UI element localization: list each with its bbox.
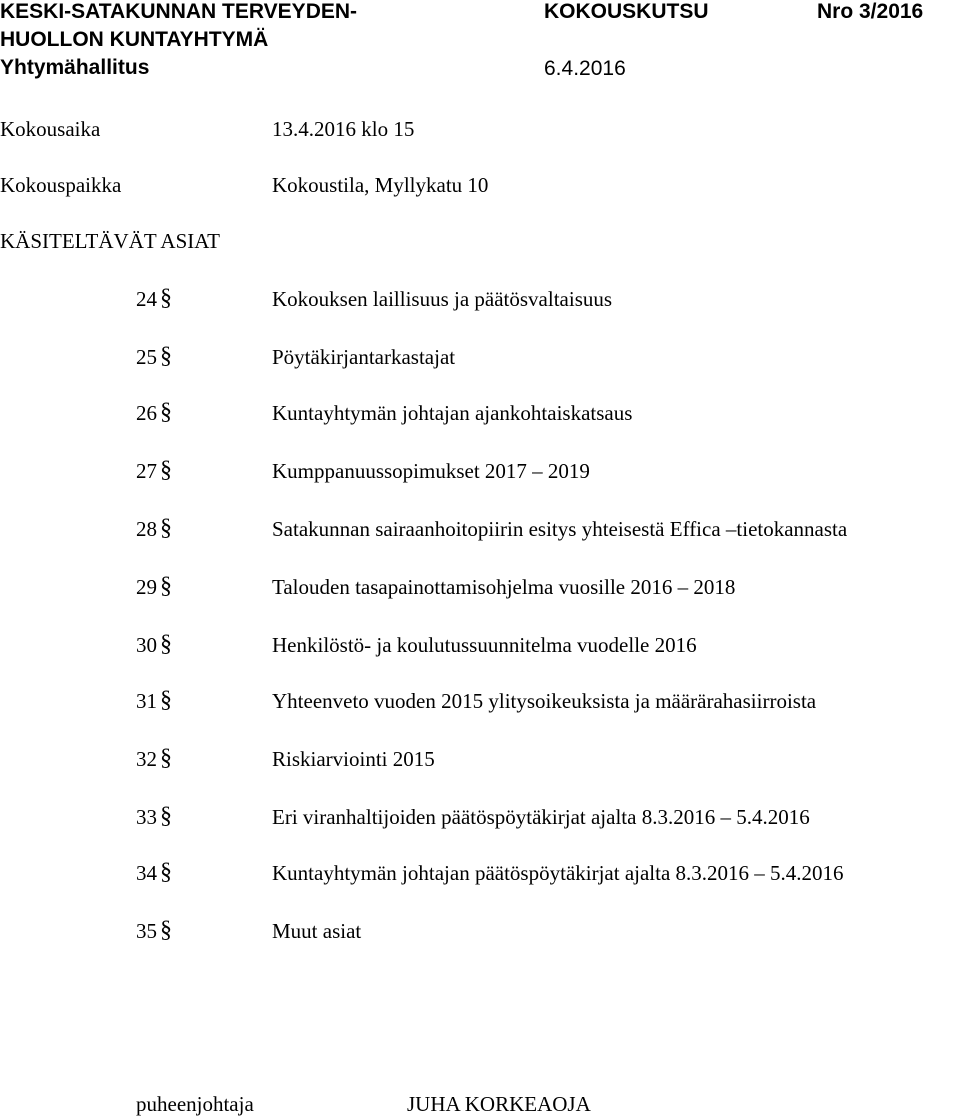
section-sign: § xyxy=(160,631,172,657)
agenda-item-title: Satakunnan sairaanhoitopiirin esitys yhteisestä Effica –tietokannasta xyxy=(272,517,848,541)
agenda-item xyxy=(0,805,960,831)
governing-body-name: Yhtymähallitus xyxy=(0,56,150,79)
agenda-item-number: 32 xyxy=(136,747,157,771)
agenda-item-number: 28 xyxy=(136,517,157,541)
agenda-item-number: 24 xyxy=(136,287,157,311)
agenda-item xyxy=(0,747,960,773)
agenda-item-title: Kumppanuussopimukset 2017 – 2019 xyxy=(272,459,590,483)
agenda-item xyxy=(0,861,960,887)
agenda-item-number: 33 xyxy=(136,805,157,829)
organization-name-line-1: KESKI-SATAKUNNAN TERVEYDEN- xyxy=(0,0,358,23)
agenda-item xyxy=(0,459,960,485)
agenda-item xyxy=(0,401,960,427)
agenda-item xyxy=(0,345,960,371)
meeting-time-label: Kokousaika xyxy=(0,117,101,141)
section-sign: § xyxy=(160,859,172,885)
agenda-item-title: Eri viranhaltijoiden päätöspöytäkirjat ajalta 8.3.2016 – 5.4.2016 xyxy=(272,805,810,829)
meeting-time-value: 13.4.2016 klo 15 xyxy=(272,117,415,141)
agenda-item-title: Talouden tasapainottamisohjelma vuosille 2016 – 2018 xyxy=(272,575,736,599)
agenda-item-number: 26 xyxy=(136,401,157,425)
section-sign: § xyxy=(160,687,172,713)
meeting-place-value: Kokoustila, Myllykatu 10 xyxy=(272,173,489,197)
agenda-item xyxy=(0,575,960,601)
agenda-item-number: 30 xyxy=(136,633,157,657)
agenda-item-title: Riskiarviointi 2015 xyxy=(272,747,435,771)
organization-name-line-2: HUOLLON KUNTAYHTYMÄ xyxy=(0,28,269,51)
section-sign: § xyxy=(160,573,172,599)
agenda-heading: KÄSITELTÄVÄT ASIAT xyxy=(0,229,220,253)
agenda-item-title: Kuntayhtymän johtajan ajankohtaiskatsaus xyxy=(272,401,633,425)
agenda-item-title: Muut asiat xyxy=(272,919,362,943)
section-sign: § xyxy=(160,745,172,771)
section-sign: § xyxy=(160,457,172,483)
section-sign: § xyxy=(160,399,172,425)
document-type: KOKOUSKUTSU xyxy=(544,0,709,23)
section-sign: § xyxy=(160,803,172,829)
section-sign: § xyxy=(160,917,172,943)
agenda-item-title: Yhteenveto vuoden 2015 ylitysoikeuksista ja määrärahasiirroista xyxy=(272,689,817,713)
agenda-item-number: 35 xyxy=(136,919,157,943)
agenda-item xyxy=(0,633,960,659)
meeting-number: Nro 3/2016 xyxy=(817,0,924,23)
agenda-item-number: 29 xyxy=(136,575,157,599)
agenda-item-title: Kuntayhtymän johtajan päätöspöytäkirjat ajalta 8.3.2016 – 5.4.2016 xyxy=(272,861,844,885)
agenda-item xyxy=(0,287,960,313)
signature-name: JUHA KORKEAOJA xyxy=(407,1092,591,1116)
agenda-item xyxy=(0,919,960,945)
agenda-item xyxy=(0,689,960,715)
agenda-item-title: Henkilöstö- ja koulutussuunnitelma vuodelle 2016 xyxy=(272,633,697,657)
document-date: 6.4.2016 xyxy=(544,57,626,80)
agenda-item-title: Kokouksen laillisuus ja päätösvaltaisuus xyxy=(272,287,613,311)
agenda-item-title: Pöytäkirjantarkastajat xyxy=(272,345,456,369)
section-sign: § xyxy=(160,515,172,541)
section-sign: § xyxy=(160,343,172,369)
agenda-item-number: 25 xyxy=(136,345,157,369)
meeting-place-label: Kokouspaikka xyxy=(0,173,122,197)
signature-role: puheenjohtaja xyxy=(136,1092,254,1116)
section-sign: § xyxy=(160,285,172,311)
agenda-item xyxy=(0,517,960,543)
agenda-item-number: 34 xyxy=(136,861,157,885)
agenda-item-number: 27 xyxy=(136,459,157,483)
agenda-item-number: 31 xyxy=(136,689,157,713)
